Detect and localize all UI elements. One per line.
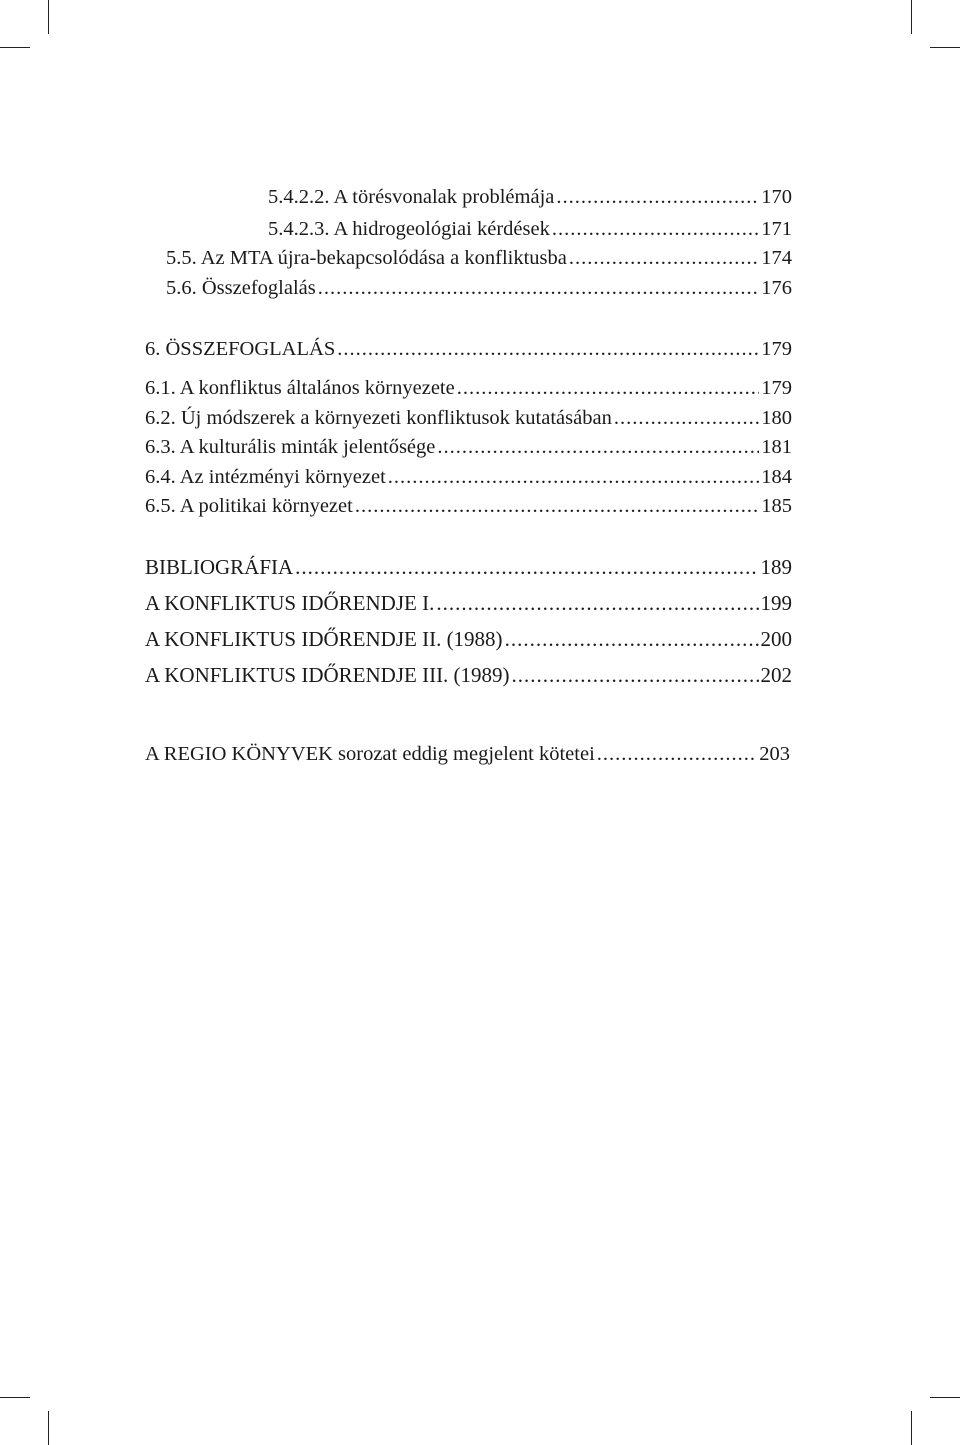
- crop-mark-bottom-left-h: [0, 1397, 30, 1398]
- toc-dot-leader: [457, 375, 760, 401]
- toc-entry-page: 176: [761, 277, 792, 299]
- toc-entry[interactable]: [145, 662, 792, 688]
- toc-dot-leader: [556, 184, 759, 210]
- toc-entry-label: 6.1. A konfliktus általános környezete: [145, 377, 455, 399]
- toc-entry-label: A REGIO KÖNYVEK sorozat eddig megjelent kötetei: [145, 743, 595, 765]
- toc-entry[interactable]: [166, 275, 792, 301]
- toc-dot-leader: [552, 216, 759, 242]
- toc-entry-label: A KONFLIKTUS IDŐRENDJE I.: [145, 591, 435, 615]
- toc-entry-label: A KONFLIKTUS IDŐRENDJE II. (1988): [145, 627, 503, 651]
- toc-entry-label: 6.2. Új módszerek a környezeti konfliktusok kutatásában: [145, 407, 612, 429]
- toc-entry[interactable]: [145, 336, 792, 362]
- toc-entry-label: BIBLIOGRÁFIA: [145, 555, 294, 579]
- toc-entry[interactable]: [145, 590, 792, 616]
- toc-dot-leader: [355, 493, 759, 519]
- toc-entry-page: 202: [760, 663, 792, 687]
- crop-mark-top-left-h: [0, 47, 30, 48]
- toc-dot-leader: [569, 245, 759, 271]
- toc-entry-page: 179: [761, 338, 792, 360]
- toc-entry-page: 189: [760, 555, 792, 579]
- crop-mark-bottom-left: [48, 1411, 49, 1445]
- toc-entry[interactable]: [166, 245, 792, 271]
- toc-dot-leader: [512, 662, 759, 688]
- crop-mark-top-right: [911, 0, 912, 34]
- toc-entry-page: 170: [761, 186, 792, 208]
- toc-entry-label: 6. ÖSSZEFOGLALÁS: [145, 338, 336, 360]
- toc-entry-page: 174: [761, 247, 792, 269]
- toc-entry[interactable]: [268, 216, 792, 242]
- toc-entry-label: 6.5. A politikai környezet: [145, 495, 353, 517]
- toc-entry[interactable]: [145, 493, 792, 519]
- toc-entry[interactable]: [145, 434, 792, 460]
- toc-entry[interactable]: [268, 184, 792, 210]
- toc-entry-label: A KONFLIKTUS IDŐRENDJE III. (1989): [145, 663, 510, 687]
- toc-dot-leader: [614, 405, 759, 431]
- toc-entry[interactable]: [145, 375, 792, 401]
- toc-dot-leader: [437, 434, 759, 460]
- crop-mark-bottom-right-h: [930, 1397, 960, 1398]
- toc-entry-label: 5.5. Az MTA újra-bekapcsolódása a konfliktusba: [166, 247, 567, 269]
- toc-dot-leader: [295, 554, 758, 580]
- toc-entry[interactable]: [145, 554, 792, 580]
- toc-entry-page: 180: [761, 407, 792, 429]
- toc-entry-label: 5.4.2.2. A törésvonalak problémája: [268, 186, 555, 208]
- crop-mark-top-right-h: [930, 47, 960, 48]
- toc-dot-leader: [318, 275, 760, 301]
- toc-entry-page: 203: [759, 743, 790, 765]
- toc-entry[interactable]: [145, 464, 792, 490]
- toc-entry[interactable]: [145, 405, 792, 431]
- toc-entry-page: 200: [760, 627, 792, 651]
- toc-dot-leader: [505, 626, 759, 652]
- crop-mark-top-left: [48, 0, 49, 34]
- toc-entry-page: 184: [761, 466, 792, 488]
- toc-dot-leader: [337, 336, 759, 362]
- toc-dot-leader: [597, 741, 757, 767]
- toc-entry-page: 181: [761, 436, 792, 458]
- toc-entry-label: 6.4. Az intézményi környezet: [145, 466, 386, 488]
- toc-dot-leader: [436, 590, 758, 616]
- toc-entry-page: 171: [761, 218, 792, 240]
- toc-entry-label: 6.3. A kulturális minták jelentősége: [145, 436, 436, 458]
- toc-entry[interactable]: [145, 741, 790, 767]
- toc-entry-page: 185: [761, 495, 792, 517]
- toc-entry-page: 179: [761, 377, 792, 399]
- toc-entry-label: 5.6. Összefoglalás: [166, 277, 316, 299]
- toc-dot-leader: [388, 464, 759, 490]
- crop-mark-bottom-right: [911, 1411, 912, 1445]
- toc-entry-label: 5.4.2.3. A hidrogeológiai kérdések: [268, 218, 550, 240]
- toc-entry-page: 199: [760, 591, 792, 615]
- toc-entry[interactable]: [145, 626, 792, 652]
